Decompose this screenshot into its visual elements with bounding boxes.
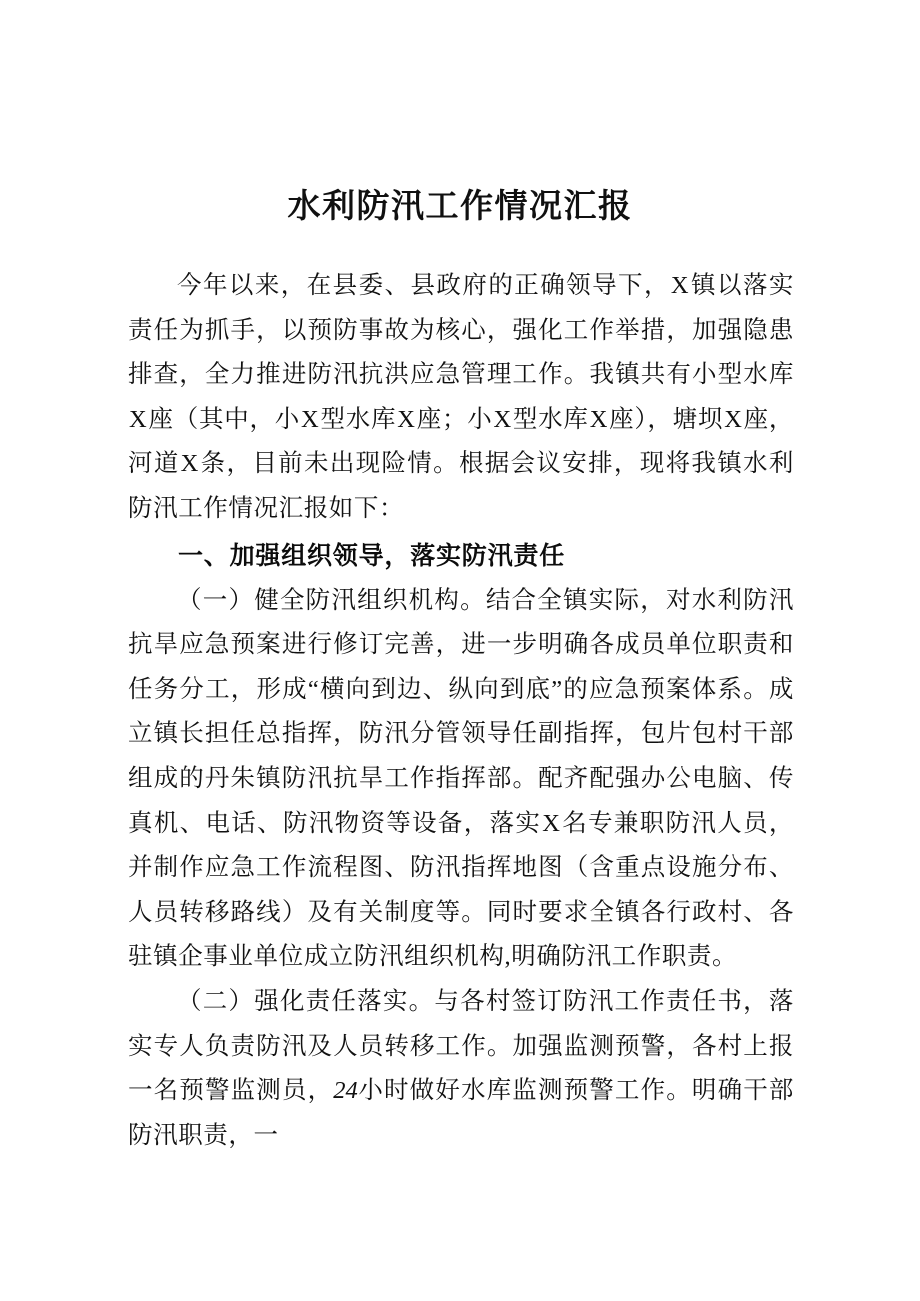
paragraph-intro: 今年以来，在县委、县政府的正确领导下，X镇以落实责任为抓手，以预防事故为核心，强化工作举措，加强隐患排查，全力推进防汛抗洪应急管理工作。我镇共有小型水库X座（其中，小X型水库X座；小X型水库X座），塘坝X座，河道X条，目前未出现险情。根据会议安排，现将我镇水利防汛工作情况汇报如下：	[128, 272, 794, 522]
section-heading-1: 一、加强组织领导，落实防汛责任	[178, 541, 566, 570]
inline-placeholder: X	[589, 405, 608, 433]
inline-placeholder: X	[670, 272, 690, 299]
paragraph-item-2: （二）强化责任落实。与各村签订防汛工作责任书，落实专人负责防汛及人员转移工作。加强监测预警，各村上报一名预警监测员，24小时做好水库监测预警工作。明确干部防汛职责，一	[128, 987, 794, 1149]
page-title: 水利防汛工作情况汇报	[287, 187, 633, 225]
inline-placeholder: X	[493, 405, 512, 433]
paragraph-item-1: （一）健全防汛组织机构。结合全镇实际，对水利防汛抗旱应急预案进行修订完善，进一步明确各成员单位职责和任务分工，形成“横向到边、纵向到底”的应急预案体系。成立镇长担任总指挥，防汛分管领导任副指挥，包片包村干部组成的丹朱镇防汛抗旱工作指挥部。配齐配强办公电脑、传真机、电话、防汛物资等设备，落实X名专兼职防汛人员，并制作应急工作流程图、防汛指挥地图（含重点设施分布、人员转移路线）及有关制度等。同时要求全镇各行政村、各驻镇企事业单位成立防汛组织机构,明确防汛工作职责。	[128, 586, 794, 971]
inline-placeholder: X	[180, 450, 199, 478]
inline-placeholder: X	[301, 405, 320, 433]
inline-placeholder: X	[397, 405, 416, 433]
inline-placeholder: X	[129, 405, 148, 433]
inline-placeholder: X	[724, 405, 743, 433]
inline-number: 24	[333, 1077, 358, 1105]
inline-placeholder: X	[542, 809, 561, 837]
document-body	[128, 264, 794, 1158]
